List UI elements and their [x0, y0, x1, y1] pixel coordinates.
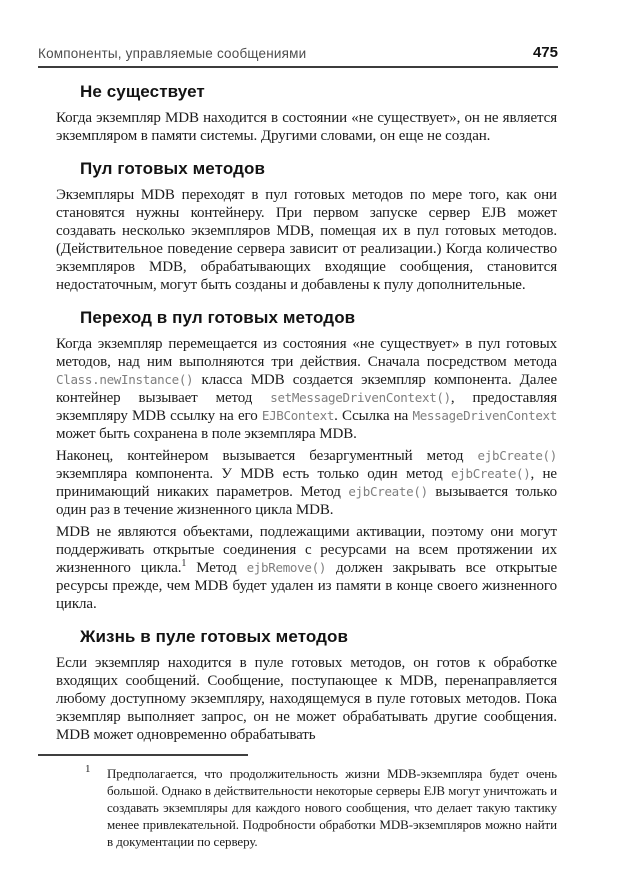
section-heading: Пул готовых методов	[80, 159, 266, 178]
page-content	[56, 82, 557, 850]
text-run: Если экземпляр находится в пуле готовых методов, он готов к обработке входящих сообщений. Сообщение, поступающее к MDB, перенаправляется любому доступному экземпляру, находящемуся в пуле готовых методов. Пока экземпляр выполняет запрос, он не может обрабатывать другие сообщения. MDB может одновременно обрабатывать	[56, 655, 557, 743]
inline-code: MessageDrivenContext	[412, 408, 557, 423]
text-run: Когда экземпляр перемещается из состояния «не существует» в пул готовых методов, над ним выполняются три действия. Сначала посредством метода	[56, 336, 557, 370]
inline-code: ejbCreate()	[477, 448, 557, 463]
text-run: вызывается только один раз в течение жизненного цикла MDB.	[56, 484, 557, 518]
text-run: класса MDB создается экземпляр компонента. Далее контейнер вызывает метод	[56, 372, 557, 406]
text-run: Метод	[186, 560, 247, 576]
page-number: 475	[532, 44, 558, 61]
section-heading: Не существует	[80, 82, 205, 101]
paragraph	[56, 335, 557, 443]
text-run: MDB не являются объектами, подлежащими активации, поэтому они могут поддерживать открытые соединения с ресурсами на всем протяжении их жизненного цикла.	[56, 524, 557, 576]
text-run: Когда экземпляр MDB находится в состоянии «не существует», он не является экземпляром в памяти системы. Другими словами, он еще не создан.	[56, 110, 557, 144]
paragraph	[56, 654, 557, 744]
inline-code: Class.newInstance()	[56, 372, 194, 387]
footnote-separator-rule	[38, 754, 248, 756]
inline-code: EJBContext	[261, 408, 335, 423]
text-run: , не принимающий никаких параметров. Метод	[56, 466, 557, 500]
footnote-text: Предполагается, что продолжительность жизни MDB-экземпляра будет очень большой. Однако в действительности некоторые серверы EJB могут уничтожать и создавать экземпляры для каждого нового сообщения, что делает такую тактику менее привлекательной. Подробности обработки MDB-экземпляров можно найти в документации по серверу.	[107, 766, 557, 849]
text-run: Экземпляры MDB переходят в пул готовых методов по мере того, как они становятся нужны контейнеру. При первом запуске сервер EJB может создавать несколько экземпляров MDB, помещая их в пул готовых методов. (Действительное поведение сервера зависит от реализации.) Когда количество экземпляров MDB, обрабатывающих входящие сообщения, становится недостаточным, могут быть созданы и добавлены к пулу дополнительные.	[56, 187, 557, 293]
inline-code: setMessageDrivenContext()	[270, 390, 451, 405]
text-run: должен закрывать все открытые ресурсы прежде, чем MDB будет удален из памяти в конце своего жизненного цикла.	[56, 560, 558, 612]
footnote-block	[56, 754, 557, 850]
text-run: может быть сохранена в поле экземпляра MDB.	[56, 426, 357, 442]
text-run: . Ссылка на	[334, 408, 413, 424]
section-life-in-pool	[56, 627, 557, 744]
running-header	[38, 44, 558, 68]
paragraph	[56, 109, 557, 145]
inline-code: ejbCreate()	[451, 466, 531, 481]
text-run: Наконец, контейнером вызывается безаргументный метод	[56, 448, 478, 464]
inline-code: ejbCreate()	[348, 484, 428, 499]
text-run: экземпляра компонента. У MDB есть только один метод	[56, 466, 452, 482]
footnote-marker: 1	[85, 763, 91, 775]
section-heading: Переход в пул готовых методов	[80, 308, 356, 327]
paragraph	[56, 523, 557, 613]
section-method-ready-pool	[56, 159, 557, 294]
footnote	[85, 765, 557, 850]
footnote-ref: 1	[181, 558, 187, 569]
section-heading: Жизнь в пуле готовых методов	[80, 627, 349, 646]
inline-code: ejbRemove()	[246, 560, 327, 575]
paragraph	[56, 186, 557, 294]
running-head-title: Компоненты, управляемые сообщениями	[38, 46, 307, 61]
paragraph	[56, 447, 557, 519]
section-not-exists	[56, 82, 557, 145]
text-run: , предоставляя экземпляру MDB ссылку на его	[56, 390, 557, 424]
section-transition-to-pool	[56, 308, 557, 613]
